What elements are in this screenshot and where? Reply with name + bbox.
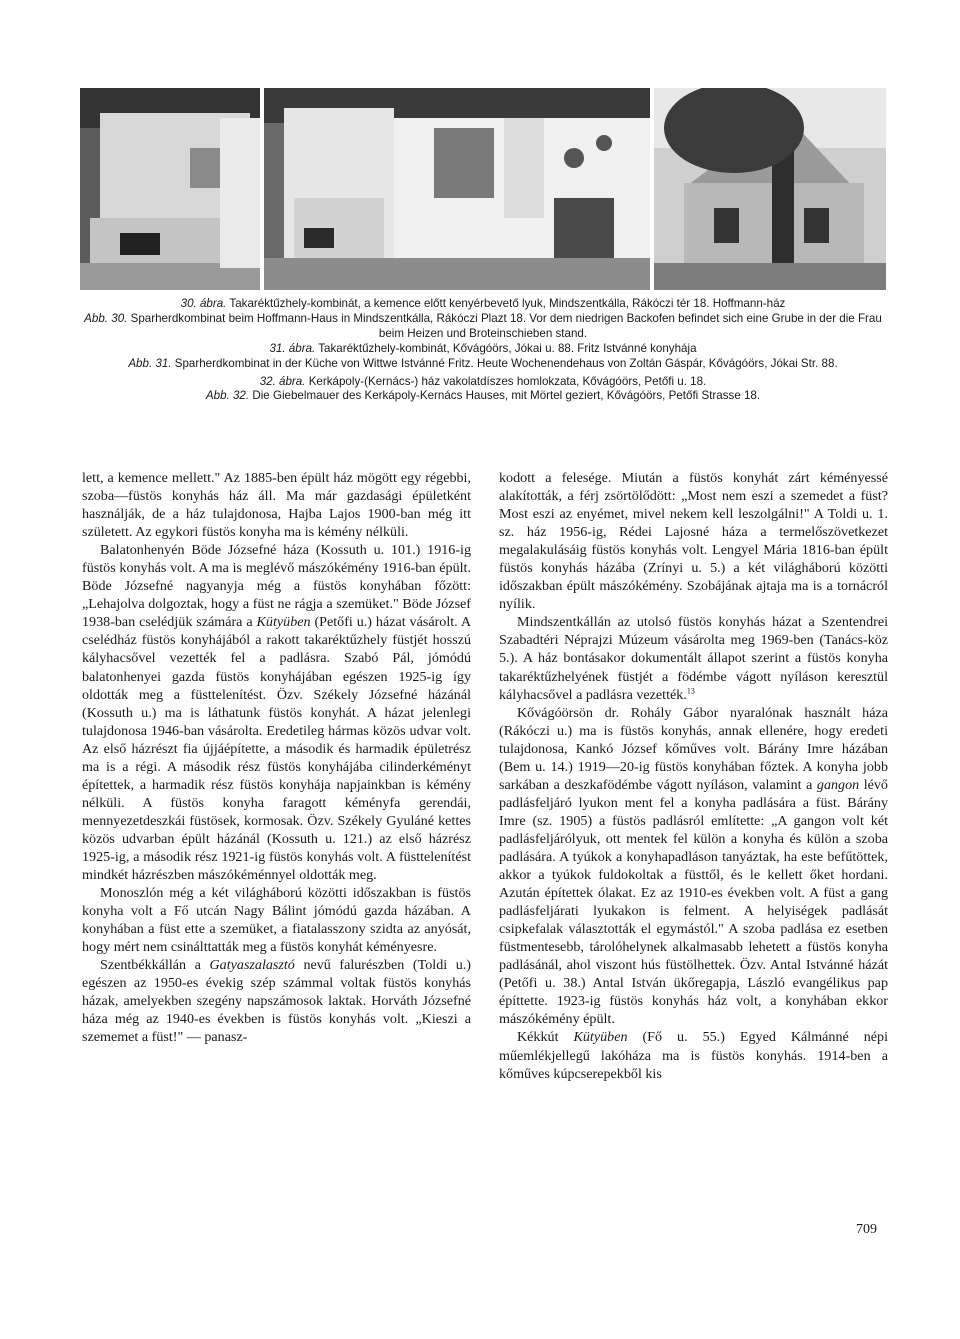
paragraph: Szentbékkállán a Gatyaszalasztó nevű falurészben (Toldi u.) egészen az 1950-es évekig szép számmal voltak füstös konyhás házak, amelyekben szegény napszámosok laktak. Horváth Józsefné háza még az 1940-es években is füstös konyhás volt. „Kieszi a szememet a füst!" — panasz-: [82, 957, 471, 1046]
caption-31-hu: 31. ábra. Takaréktűzhely-kombinát, Kővágóörs, Jókai u. 88. Fritz Istvánné konyhája: [269, 341, 697, 355]
caption-number: 30. ábra.: [180, 297, 227, 310]
caption-30-de: Abb. 30. Sparherdkombinat beim Hoffmann-Haus in Mindszentkálla, Rákóczi Plazt 18. Vor dem niedrigen Backofen befindet sich eine Grube in der die Frau beim Heizen und Broteinschieben stand.: [84, 311, 882, 340]
caption-number: 32. ábra.: [259, 374, 306, 388]
caption-32-hu: 32. ábra. Kerkápoly-(Kernács-) ház vakolatdíszes homlokzata, Kővágóörs, Petőfi u. 18.: [259, 374, 707, 388]
paragraph: Kékkút Kütyüben (Fő u. 55.) Egyed Kálmánné népi műemlékjellegű lakóháza ma is füstös konyhás. 1914-ben a kőműves kúpcserepekből kis: [499, 1029, 889, 1082]
caption-31-de: Abb. 31. Sparherdkombinat in der Küche von Wittwe Istvánné Fritz. Heute Wochenendehaus von Zoltán Gáspár, Kővágóörs, Jókai Str. 88.: [128, 356, 838, 370]
caption-30-hu: 30. ábra. Takaréktűzhely-kombinát, a kemence előtt kenyérbevető lyuk, Mindszentkálla, Rákóczi tér 18. Hoffmann-ház: [180, 297, 786, 310]
photo-strip: [80, 88, 886, 290]
left-column: [82, 469, 471, 1047]
photo-kitchen-interior: [264, 88, 650, 290]
caption-number: Abb. 32.: [205, 389, 250, 403]
caption-32-de: Abb. 32. Die Giebelmauer des Kerkápoly-Kernács Hauses, mit Mörtel geziert, Kővágóörs, Petőfi Strasse 18.: [205, 389, 761, 403]
paragraph: kodott a felesége. Miután a füstös konyhát zárt kéményessé alakították, a férj zsörtölődött: „Most nem eszi a szemedet a füst? Most eszi az enyémet, mivel nekem kell leszolgálni!" A Toldi u. 1. sz. ház 1956-ig, Rédei Lajosné háza a termelőszövetkezet megalakulásáig füstös konyhás volt. Lengyel Mária 1816-ban épült füstös konyhás házába (Zrínyi u. 5.) a két világháború közötti időszakban épült mászókémény. Szobájának ajtaja ma is a tornácról nyílik.: [499, 470, 888, 613]
photo-house-facade: [654, 88, 886, 290]
caption-number: 31. ábra.: [269, 341, 316, 355]
right-column: [499, 469, 888, 1083]
footnote-ref: 13: [686, 685, 695, 695]
paragraph: Mindszentkállán az utolsó füstös konyhás házat a Szentendrei Szabadtéri Néprajzi Múzeum vásárolta meg 1969-ben (Tanács-köz 5.). A ház bontásakor dokumentált állapot szerint a füstös konyha takaréktűzhelyének füstjét a födémbe vágott nyíláson keresztül kályhacsővel a padlásra vezették.$^{13}$: [499, 614, 888, 703]
paragraph: Monoszlón még a két világháború közötti időszakban is füstös konyha volt a Fő utcán Nagy Bálint jómódú gazda házában. A konyhában a füst ette a szemüket, a fiatalasszony szidta az anyósát, hogy mért nem csinálttatták meg a füstös konyhát kéményesre.: [82, 885, 471, 956]
paragraph: Balatonhenyén Böde Józsefné háza (Kossuth u. 101.) 1916-ig füstös konyhás volt. A ma is meglévő mászókémény 1916-ban épült. Böde Józsefné nagyanyja még a füstös konyhában főzött: „Lehajolva dolgoztak, hogy a füst ne rágja a szemüket." Böde József 1938-ban cselédjük számára a Kütyüben (Petőfi u.) házat vásárolt. A cselédház füstös konyhájából a rakott takaréktűzhely füstjét hosszú kályhacsővel vezették fel a padlásra. Szabó Pál, jómódú balatonhenyei gazda füstös konyhájában egészen 1925-ig így oldották meg a füsttelenítést. Özv. Székely Józsefné házánál (Kossuth u.) ma is láthatunk füstös konyhát. A házat jelenlegi tulajdonosa 1946-ban vásárolta. Eredetileg hármas közös udvar volt. Az első házrészt fia újjáépítette, a második és harmadik épületrész ma is a régi. A második rész füstös konyhájába cilinderkéményt építettek, a harmadik rész füstös konyhája napjainkban is kémény nélküli. A füstös konyha faragott kéményfa gerendái, mennyezetdeszkái füstösek, kormosak. Özv. Székely Gyuláné kettes közös udvarban épült házánál (Kossuth u. 121.) az első házrész 1925-ig, a második rész 1921-ig füstös konyhás volt. A füsttelenítést mindkét házrészben mászókéménnyel oldották meg.: [82, 542, 472, 884]
caption-number: Abb. 30.: [84, 311, 128, 325]
figure-captions: [80, 297, 886, 404]
page-number: 709: [856, 1222, 877, 1237]
photo-kitchen-stove: [80, 88, 260, 290]
paragraph: lett, a kemence mellett." Az 1885-ben épült ház mögött egy régebbi, szoba—füstös konyhás ház áll. Ma már gazdasági épületként használják, de a ház tulajdonosa, Hajba Lajos 1900-ban még itt született. Az egykori füstös konyha ma is kémény nélküli.: [82, 470, 471, 541]
caption-number: Abb. 31.: [128, 356, 172, 370]
paragraph: Kővágóörsön dr. Rohály Gábor nyaralónak használt háza (Rákóczi u.) ma is füstös konyhás, annak ellenére, hogy eredeti tulajdonosa, Kankó József kőműves volt. Bárány Imre házában (Bem u. 14.) 1919—20-ig füstös konyhában főztek. A konyha jobb sarkában a deszkafödémbe vágott nyíláson, valamint a gangon lévő padlásfeljáró lyukon ment fel a konyha padlására a füst. Bárány Imre (sz. 1905) a füstös padlásról említette: „A gangon volt két padlásfeljárólyuk, ott mentek fel külön a konyha és külön a szoba padlására. A tyúkok a konyhapadláson tanyáztak, ha este befűtöttek, akkor a tyúkok fuldokoltak a füsttől, és le kellett őket hordani. Azután építettek ólakat. Ez az 1910-es években volt. A füst a gang padlásfeljárati lyukakon is felment. A helyiségek padlását csipkefalak választották el egymástól." A szoba padlása ez esetben füstmentesebb, tárolóhelynek alkalmasabb lehetett a füstös konyha padlásánál, ahol viszont hús füstölhettek. Özv. Antal Istvánné házát (Petőfi u. 38.) Antal István ükőregapja, László evangélikus pap építtette. 1923-ig füstös konyhás ház volt, a konyhában ekkor mászókémény épült.: [499, 704, 888, 1028]
